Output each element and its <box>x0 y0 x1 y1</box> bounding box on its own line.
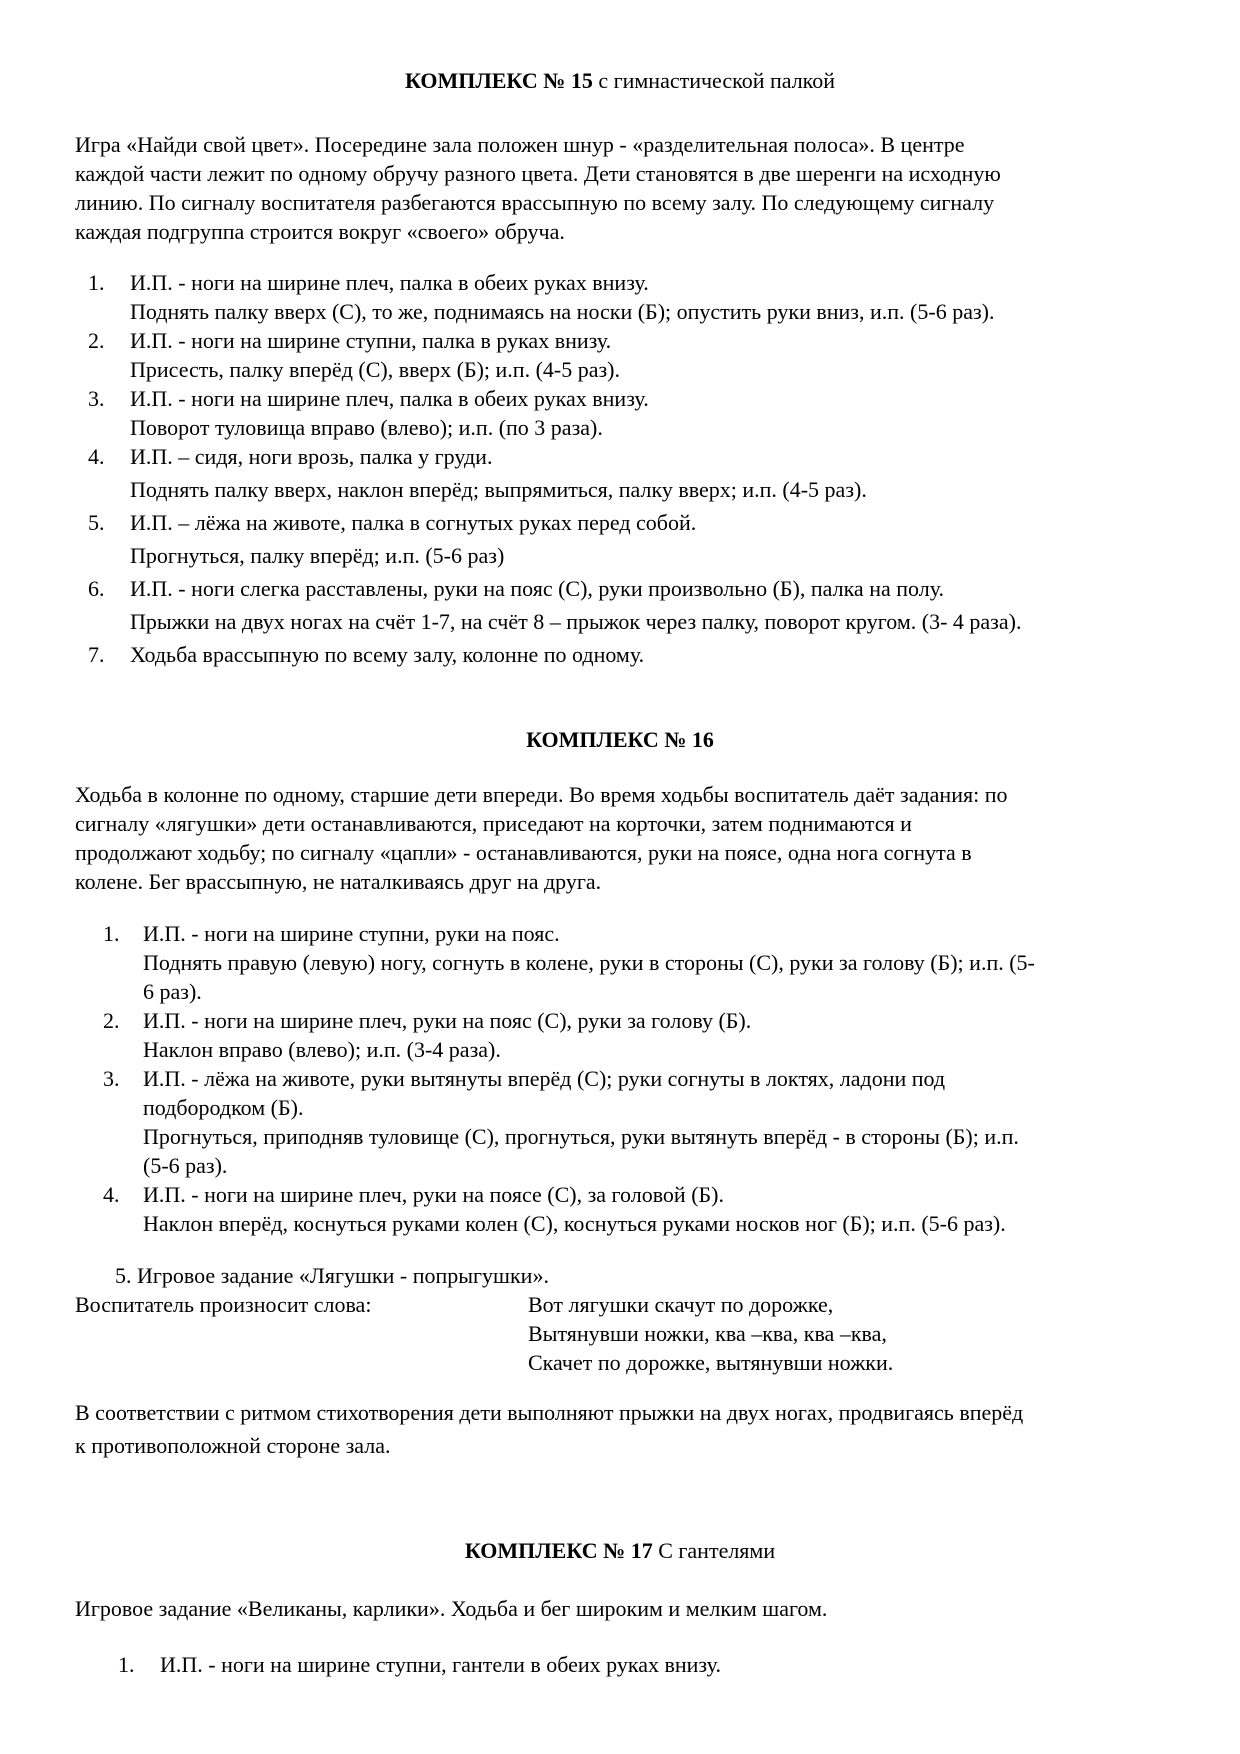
complex17-intro: Игровое задание «Великаны, карлики». Ходьба и бег широким и мелким шагом. <box>75 1596 828 1621</box>
complex16-item-line: Поднять правую (левую) ногу, согнуть в колене, руки в стороны (С), руки за голову (Б); и.п. (5- <box>143 950 1035 975</box>
complex16-outro-line: В соответствии с ритмом стихотворения дети выполняют прыжки на двух ногах, продвигаясь вперёд <box>75 1400 1024 1425</box>
complex15-item-line: И.П. – сидя, ноги врозь, палка у груди. <box>130 444 493 469</box>
complex16-item-line: И.П. - ноги на ширине ступни, руки на пояс. <box>143 921 560 946</box>
complex16-intro-line: Ходьба в колонне по одному, старшие дети впереди. Во время ходьбы воспитатель даёт задания: по <box>75 782 1008 807</box>
poem-line: Вытянувши ножки, ква –ква, ква –ква, <box>528 1321 887 1346</box>
complex15-item-line: И.П. – лёжа на животе, палка в согнутых руках перед собой. <box>130 510 697 535</box>
complex15-item-line: И.П. - ноги на ширине ступни, палка в руках внизу. <box>130 328 612 353</box>
teacher-says-label: Воспитатель произносит слова: <box>75 1292 372 1317</box>
complex15-item-number: 2. <box>88 328 105 353</box>
complex17-title-bold: КОМПЛЕКС № 17 <box>464 1538 653 1563</box>
complex17-title-rest: С гантелями <box>652 1538 776 1563</box>
complex15-item-number: 1. <box>88 270 105 295</box>
complex16-outro-line: к противоположной стороне зала. <box>75 1433 391 1458</box>
complex16-item-line: Наклон вправо (влево); и.п. (3-4 раза). <box>143 1037 501 1062</box>
complex15-item-line: Поворот туловища вправо (влево); и.п. (по 3 раза). <box>130 415 603 440</box>
complex16-item-line: И.П. - ноги на ширине плеч, руки на пояс (С), руки за голову (Б). <box>143 1008 752 1033</box>
complex15-intro-line: каждой части лежит по одному обручу разного цвета. Дети становятся в две шеренги на исходную <box>75 161 1001 186</box>
complex15-intro-line: линию. По сигналу воспитателя разбегаются врассыпную по всему залу. По следующему сигналу <box>75 190 995 215</box>
complex16-title <box>0 725 1240 754</box>
complex16-item-line: подбородком (Б). <box>143 1095 304 1120</box>
complex16-item-number: 1. <box>103 921 120 946</box>
complex15-item-line: И.П. - ноги на ширине плеч, палка в обеих руках внизу. <box>130 270 649 295</box>
complex15-item-number: 6. <box>88 576 105 601</box>
complex15-item-line: Прыжки на двух ногах на счёт 1-7, на счёт 8 – прыжок через палку, поворот кругом. (3- 4 раза). <box>130 609 1022 634</box>
complex16-item-line: 6 раз). <box>143 979 202 1004</box>
complex16-item-line: И.П. - лёжа на животе, руки вытянуты вперёд (С); руки согнуты в локтях, ладони под <box>143 1066 946 1091</box>
complex15-title-bold: КОМПЛЕКС № 15 <box>404 68 593 93</box>
complex16-intro-line: сигналу «лягушки» дети останавливаются, приседают на корточки, затем поднимаются и <box>75 811 912 836</box>
complex15-item-number: 4. <box>88 444 105 469</box>
complex17-title <box>0 1536 1240 1565</box>
complex16-title-bold: КОМПЛЕКС № 16 <box>526 727 714 752</box>
complex16-item-number: 3. <box>103 1066 120 1091</box>
complex16-game-task: 5. Игровое задание «Лягушки - попрыгушки». <box>115 1263 549 1288</box>
complex15-title <box>0 66 1240 95</box>
complex15-intro-line: каждая подгруппа строится вокруг «своего» обруча. <box>75 219 565 244</box>
complex15-item-line: Поднять палку вверх (С), то же, поднимаясь на носки (Б); опустить руки вниз, и.п. (5-6 раз). <box>130 299 995 324</box>
complex17-item-line: И.П. - ноги на ширине ступни, гантели в обеих руках внизу. <box>160 1652 721 1677</box>
complex16-item-line: Наклон вперёд, коснуться руками колен (С), коснуться руками носков ног (Б); и.п. (5-6 раз). <box>143 1211 1006 1236</box>
poem-line: Скачет по дорожке, вытянувши ножки. <box>528 1350 894 1375</box>
complex16-item-line: (5-6 раз). <box>143 1153 228 1178</box>
complex15-item-line: Ходьба врассыпную по всему залу, колонне по одному. <box>130 642 645 667</box>
complex15-item-number: 7. <box>88 642 105 667</box>
complex16-intro-line: продолжают ходьбу; по сигналу «цапли» - останавливаются, руки на поясе, одна нога согнута в <box>75 840 972 865</box>
poem-line: Вот лягушки скачут по дорожке, <box>528 1292 834 1317</box>
complex15-item-number: 5. <box>88 510 105 535</box>
complex16-intro-line: колене. Бег врассыпную, не наталкиваясь друг на друга. <box>75 869 602 894</box>
complex16-item-line: Прогнуться, приподняв туловище (С), прогнуться, руки вытянуть вперёд - в стороны (Б); и.п. <box>143 1124 1019 1149</box>
complex17-item-number: 1. <box>118 1652 135 1677</box>
complex15-item-line: Присесть, палку вперёд (С), вверх (Б); и.п. (4-5 раз). <box>130 357 621 382</box>
complex15-item-line: Прогнуться, палку вперёд; и.п. (5-6 раз) <box>130 543 505 568</box>
complex16-item-line: И.П. - ноги на ширине плеч, руки на поясе (С), за головой (Б). <box>143 1182 724 1207</box>
complex16-item-number: 2. <box>103 1008 120 1033</box>
complex15-intro-line: Игра «Найди свой цвет». Посередине зала положен шнур - «разделительная полоса». В центре <box>75 132 965 157</box>
complex15-item-line: И.П. - ноги слегка расставлены, руки на пояс (С), руки произвольно (Б), палка на полу. <box>130 576 944 601</box>
complex15-item-line: Поднять палку вверх, наклон вперёд; выпрямиться, палку вверх; и.п. (4-5 раз). <box>130 477 867 502</box>
complex16-item-number: 4. <box>103 1182 120 1207</box>
complex15-item-line: И.П. - ноги на ширине плеч, палка в обеих руках внизу. <box>130 386 649 411</box>
complex15-item-number: 3. <box>88 386 105 411</box>
complex15-title-rest: с гимнастической палкой <box>592 68 836 93</box>
